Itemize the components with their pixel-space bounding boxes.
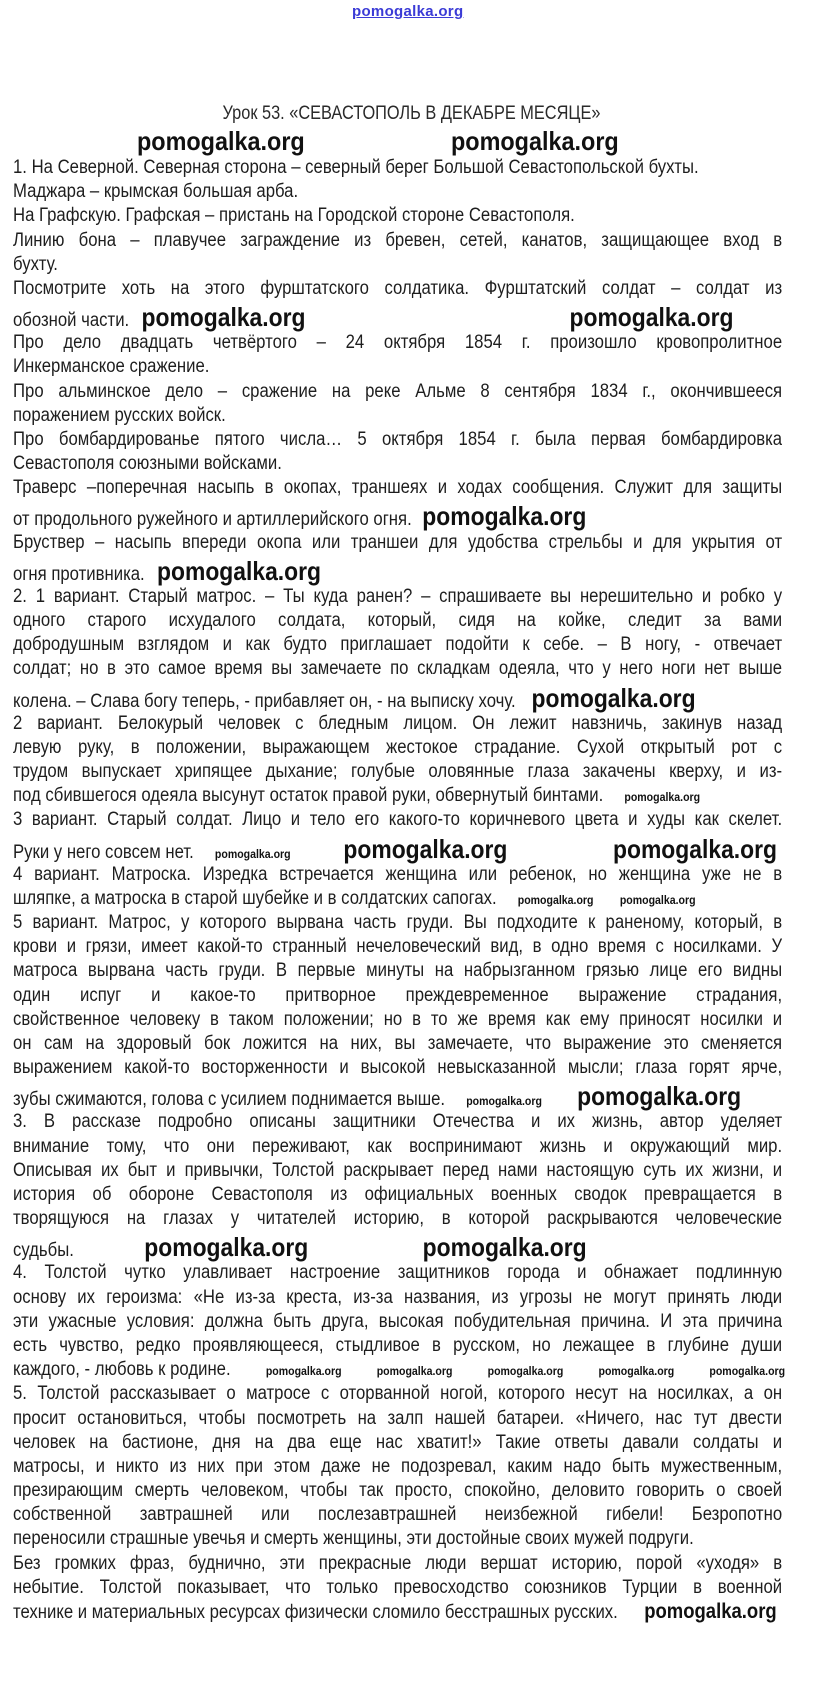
text-line xyxy=(13,1286,782,1310)
text-line xyxy=(13,1056,782,1080)
text-line xyxy=(13,531,782,555)
text-line xyxy=(13,1358,786,1382)
text-line xyxy=(13,1527,782,1551)
text-line xyxy=(13,1183,782,1207)
text-line xyxy=(13,1455,782,1479)
text-line xyxy=(13,180,782,204)
text-line-content: 4 вариант. Матроска. Изредка встречается женщина или ребенок, но женщина уже не в xyxy=(13,863,783,885)
text-line-content: небытие. Толстой показывает, что только превосходство союзников Турции в военной xyxy=(13,1576,783,1598)
text-line xyxy=(13,503,782,532)
text-line-content: под сбившегося одеяла высунут остаток правой руки, обвернутый бинтами. xyxy=(13,785,604,807)
text-line-content: добродушным взглядом и как будто приглашает подойти к себе. – В ногу, - отвечает xyxy=(13,634,783,656)
text-line-content: творящуюся на глазах у читателей историю, в которой раскрываются человеческие xyxy=(13,1208,783,1230)
text-line xyxy=(13,452,782,476)
text-line-content: трудом выпускает хрипящее дыхание; голубые оловянные глаза закачены кверху, и из- xyxy=(13,761,783,783)
text-line-content: Про дело двадцать четвёртого – 24 октября 1854 г. произошло кровопролитное xyxy=(13,332,783,354)
watermark: pomogalka.org xyxy=(343,833,508,864)
watermark: pomogalka.org xyxy=(613,833,778,864)
text-line-content: 3. В рассказе подробно описаны защитники Отечества и их жизнь, автор уделяет xyxy=(13,1111,783,1133)
watermark: pomogalka.org xyxy=(376,1364,453,1379)
text-line-content: поражением русских войск. xyxy=(13,404,226,426)
text-line xyxy=(13,1261,782,1285)
text-line xyxy=(13,1032,782,1056)
text-line-content: собственной завтрашней или послезавтрашней неизбежной гибели! Безропотно xyxy=(13,1504,783,1526)
text-line-content: Про альминское дело – сражение на реке Альме 8 сентября 1834 г., окончившееся xyxy=(13,380,783,402)
text-line-content: Про бомбардированье пятого числа… 5 октября 1854 г. была первая бомбардировка xyxy=(13,428,783,450)
text-line-content: он сам на здоровый бок ложится на них, вы замечаете, что выражение это сменяется xyxy=(13,1032,783,1054)
text-line xyxy=(13,935,782,959)
watermark: pomogalka.org xyxy=(644,1599,777,1623)
text-line-content: Бруствер – насыпь впереди окопа или траншеи для удобства стрельбы и для укрытия от xyxy=(13,531,783,553)
text-line-content: зубы сжимаются, голова с усилием поднимается выше. xyxy=(13,1089,446,1111)
watermark: pomogalka.org xyxy=(422,1232,587,1263)
text-line xyxy=(13,1407,782,1431)
text-line xyxy=(13,1310,782,1334)
watermark: pomogalka.org xyxy=(598,1364,675,1379)
text-line-content: 5 вариант. Матрос, у которого вырвана часть груди. Вы подходите к раненому, который, в xyxy=(13,912,783,934)
text-line-content: внимание тому, что они переживают, как воспринимают жизнь и окружающий мир. xyxy=(13,1135,783,1157)
text-line-content: 1. На Северной. Северная сторона – северный берег Большой Севастопольской бухты. xyxy=(13,157,699,178)
watermark: pomogalka.org xyxy=(265,1364,342,1379)
text-line xyxy=(13,633,782,657)
text-line-content: презирающим смерть человеком, чтобы так просто, спокойно, деловито говорить о своей xyxy=(13,1480,783,1501)
text-line-content: 5. Толстой рассказывает о матросе с оторванной ногой, которого несут на носилках, а он xyxy=(13,1383,783,1405)
text-line-content: обозной части. xyxy=(13,310,130,332)
text-line xyxy=(13,1008,782,1032)
text-line-content: солдат; но в это самое время вы замечаете по складкам одеяла, что у него ноги нет выше xyxy=(13,658,783,680)
text-line-content: от продольного ружейного и артиллерийского огня. xyxy=(13,509,412,531)
text-line-content: выражением какой-то восторженности и высокой невысказанной мысли; глаза горят ярче, xyxy=(13,1057,783,1079)
text-line-content: матроса вырвана часть груди. В первые минуты на набрызганном грязью лице его видны xyxy=(13,960,783,982)
text-line-content: Без громких фраз, буднично, эти прекрасные люди вершат историю, порой «уходя» в xyxy=(13,1552,783,1574)
text-line-content: Инкерманское сражение. xyxy=(13,356,210,378)
text-line-content: левую руку, в положении, выражающем жестокое страдание. Сухой открытый рот с xyxy=(13,736,783,758)
text-line xyxy=(13,808,782,832)
watermark: pomogalka.org xyxy=(624,790,701,805)
text-line xyxy=(13,657,782,681)
text-line-content: колена. – Слава богу теперь, - прибавляет он, - на выписку хочу. xyxy=(13,690,516,712)
text-line xyxy=(13,229,782,253)
text-line-content: Руки у него совсем нет. xyxy=(13,841,194,863)
text-line xyxy=(13,609,782,633)
text-line-content: судьбы. xyxy=(13,1240,74,1262)
text-line xyxy=(13,1110,782,1134)
text-line-content: просит остановиться, чтобы посмотреть на залп нашей батареи. «Ничего, нас тут двести xyxy=(13,1407,783,1429)
text-line xyxy=(13,156,782,180)
text-line-content: 2. 1 вариант. Старый матрос. – Ты куда ранен? – спрашиваете вы нерешительно и робко у xyxy=(13,585,783,607)
text-line xyxy=(13,476,782,500)
site-link-watermark[interactable]: pomogalka.org xyxy=(352,3,464,20)
watermark: pomogalka.org xyxy=(157,555,322,586)
text-line xyxy=(13,784,782,808)
text-line xyxy=(13,959,782,983)
text-line-content: история об обороне Севастополя из официальных военных сводок превращается в xyxy=(13,1183,783,1205)
text-line-content: человек на бастионе, дня на два еще нас хватит!» Такие ответы давали солдаты и xyxy=(13,1431,783,1453)
text-line xyxy=(13,277,782,301)
text-line xyxy=(13,863,782,887)
watermark: pomogalka.org xyxy=(577,1081,742,1112)
watermark: pomogalka.org xyxy=(451,126,619,156)
text-line-content: Севастополя союзными войсками. xyxy=(13,453,282,475)
text-line-content: технике и материальных ресурсах физически сломило бесстрашных русских. xyxy=(13,1601,618,1623)
text-line-content: огня противника. xyxy=(13,563,145,585)
text-line xyxy=(13,712,782,736)
text-line xyxy=(13,1479,782,1503)
text-line xyxy=(13,682,782,714)
text-line xyxy=(13,1083,782,1112)
text-line-content: Посмотрите хоть на этого фурштатского солдатика. Фурштатский солдат – солдат из xyxy=(13,277,783,299)
text-line-content: Описывая их быт и привычки, Толстой раскрывает перед нами настоящую суть их жизни, и xyxy=(13,1159,783,1181)
text-line-content: одного старого исхудалого солдата, который, сидя на койке, следит за вами xyxy=(13,610,783,632)
text-line-content: матросы, и никто из них при этом даже не подозревал, каким надо быть мужественным, xyxy=(13,1455,783,1477)
text-line xyxy=(13,760,782,784)
text-line xyxy=(13,1382,782,1406)
text-line xyxy=(13,1601,782,1625)
text-line-content: На Графскую. Графская – пристань на Городской стороне Севастополя. xyxy=(13,205,575,227)
text-line xyxy=(13,555,782,587)
text-line xyxy=(13,585,782,609)
text-line xyxy=(13,355,782,379)
text-line-content: 4. Толстой чутко улавливает настроение защитников города и обнажает подлинную xyxy=(13,1262,783,1284)
watermark: pomogalka.org xyxy=(517,892,594,907)
text-line-content: каждого, - любовь к родине. xyxy=(13,1359,231,1381)
text-line xyxy=(13,1431,782,1455)
text-line xyxy=(13,1334,782,1358)
text-line-content: 3 вариант. Старый солдат. Лицо и тело его какого-то коричневого цвета и худы как скелет. xyxy=(13,809,783,831)
text-line xyxy=(13,331,782,355)
text-line xyxy=(13,428,782,452)
text-line xyxy=(13,1234,782,1263)
text-line-content: Линию бона – плавучее заграждение из бревен, сетей, канатов, защищающее вход в xyxy=(13,229,783,251)
text-line-content: крови и грязи, имеет какой-то странный нечеловеческий вид, в одно время с носилками. У xyxy=(13,936,783,958)
text-line xyxy=(13,404,782,428)
text-line-content: шляпке, а матроска в старой шубейке и в солдатских сапогах. xyxy=(13,887,497,909)
text-line xyxy=(13,1552,782,1576)
text-line xyxy=(13,1135,782,1159)
text-line xyxy=(13,984,782,1008)
text-line-content: 2 вариант. Белокурый человек с бледным лицом. Он лежит навзничь, закинув назад xyxy=(13,712,783,734)
text-line xyxy=(13,1503,782,1527)
text-line xyxy=(13,1576,782,1600)
watermark: pomogalka.org xyxy=(619,892,696,907)
text-line xyxy=(13,833,782,865)
text-line-content: бухту. xyxy=(13,253,58,275)
watermark: pomogalka.org xyxy=(214,846,291,861)
watermark: pomogalka.org xyxy=(466,1094,542,1109)
text-line-content: основу их героизма: «Не из-за креста, из-за названия, из угрозы не могут принять люди xyxy=(13,1286,783,1308)
text-line xyxy=(13,887,782,911)
text-line xyxy=(13,911,782,935)
watermark: pomogalka.org xyxy=(144,1232,309,1263)
text-line-content: Траверс –поперечная насыпь в окопах, траншеях и ходах сообщения. Служит для защиты xyxy=(13,477,783,499)
text-line xyxy=(13,1159,782,1183)
watermark: pomogalka.org xyxy=(422,501,587,532)
watermark: pomogalka.org xyxy=(137,126,305,156)
text-line-content: есть чувство, редко проявляющееся, стыдливое в русском, но лежащее в глубине души xyxy=(13,1334,783,1356)
text-line-content: свойственное человеку в таком положении; но в то же время как ему приносят носилки и xyxy=(13,1008,783,1030)
watermark: pomogalka.org xyxy=(141,302,306,333)
text-line xyxy=(13,380,782,404)
watermark: pomogalka.org xyxy=(531,682,696,713)
text-line xyxy=(13,204,782,228)
text-line-content: переносили страшные увечья и смерть женщины, эти достойные своих мужей подруги. xyxy=(13,1528,694,1550)
watermark: pomogalka.org xyxy=(709,1364,786,1379)
watermark: pomogalka.org xyxy=(487,1364,564,1379)
watermark: pomogalka.org xyxy=(569,302,734,333)
text-line-content: один испуг и какое-то притворное преждевременное выражение страдания, xyxy=(13,984,783,1006)
text-line-content: эти ужасные условия: должна быть друга, высокая побудительная причина. И эта причина xyxy=(13,1310,783,1332)
text-line xyxy=(13,736,782,760)
text-line xyxy=(13,1207,782,1231)
page-title: Урок 53. «СЕВАСТОПОЛЬ В ДЕКАБРЕ МЕСЯЦЕ» xyxy=(222,103,601,124)
text-line xyxy=(13,304,782,333)
text-line xyxy=(13,253,782,277)
text-line-content: Маджара – крымская большая арба. xyxy=(13,181,299,203)
